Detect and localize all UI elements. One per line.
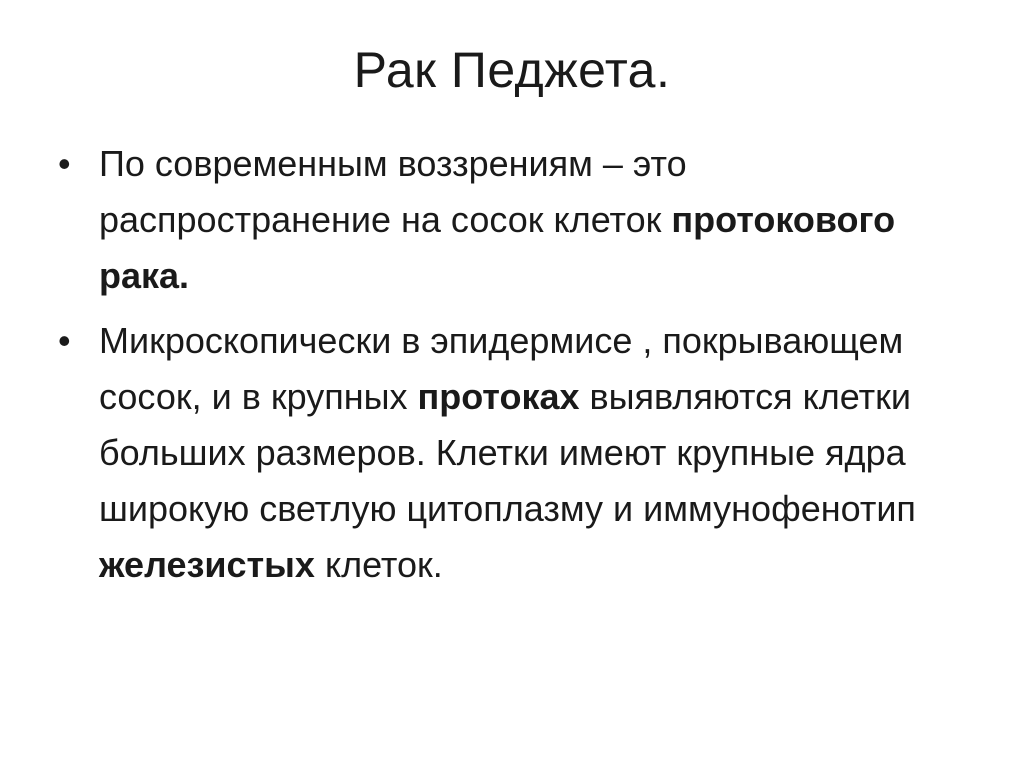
bullet-list (52, 136, 972, 602)
bullet-text-run: Микроскопически в эпидермисе , покрывающем сосок, и в крупных (99, 320, 904, 417)
bullet-icon: • (58, 143, 71, 184)
bullet-text-emphasis: протоках (417, 376, 580, 417)
bullet-item-2 (52, 313, 972, 593)
bullet-text-run: выявляются клетки больших размеров. Клетки имеют крупные ядра широкую светлую цитоплазму и иммунофенотип (99, 376, 916, 529)
bullet-item-1 (52, 136, 972, 304)
bullet-text-run: По современным воззрениям – это распространение на сосок клеток (99, 143, 687, 240)
bullet-text-emphasis: железистых (99, 544, 315, 585)
bullet-text-emphasis: протокового рака. (99, 199, 896, 296)
slide-title: Рак Педжета. (353, 42, 671, 98)
bullet-icon: • (58, 320, 71, 361)
bullet-text-run: клеток. (314, 544, 443, 585)
